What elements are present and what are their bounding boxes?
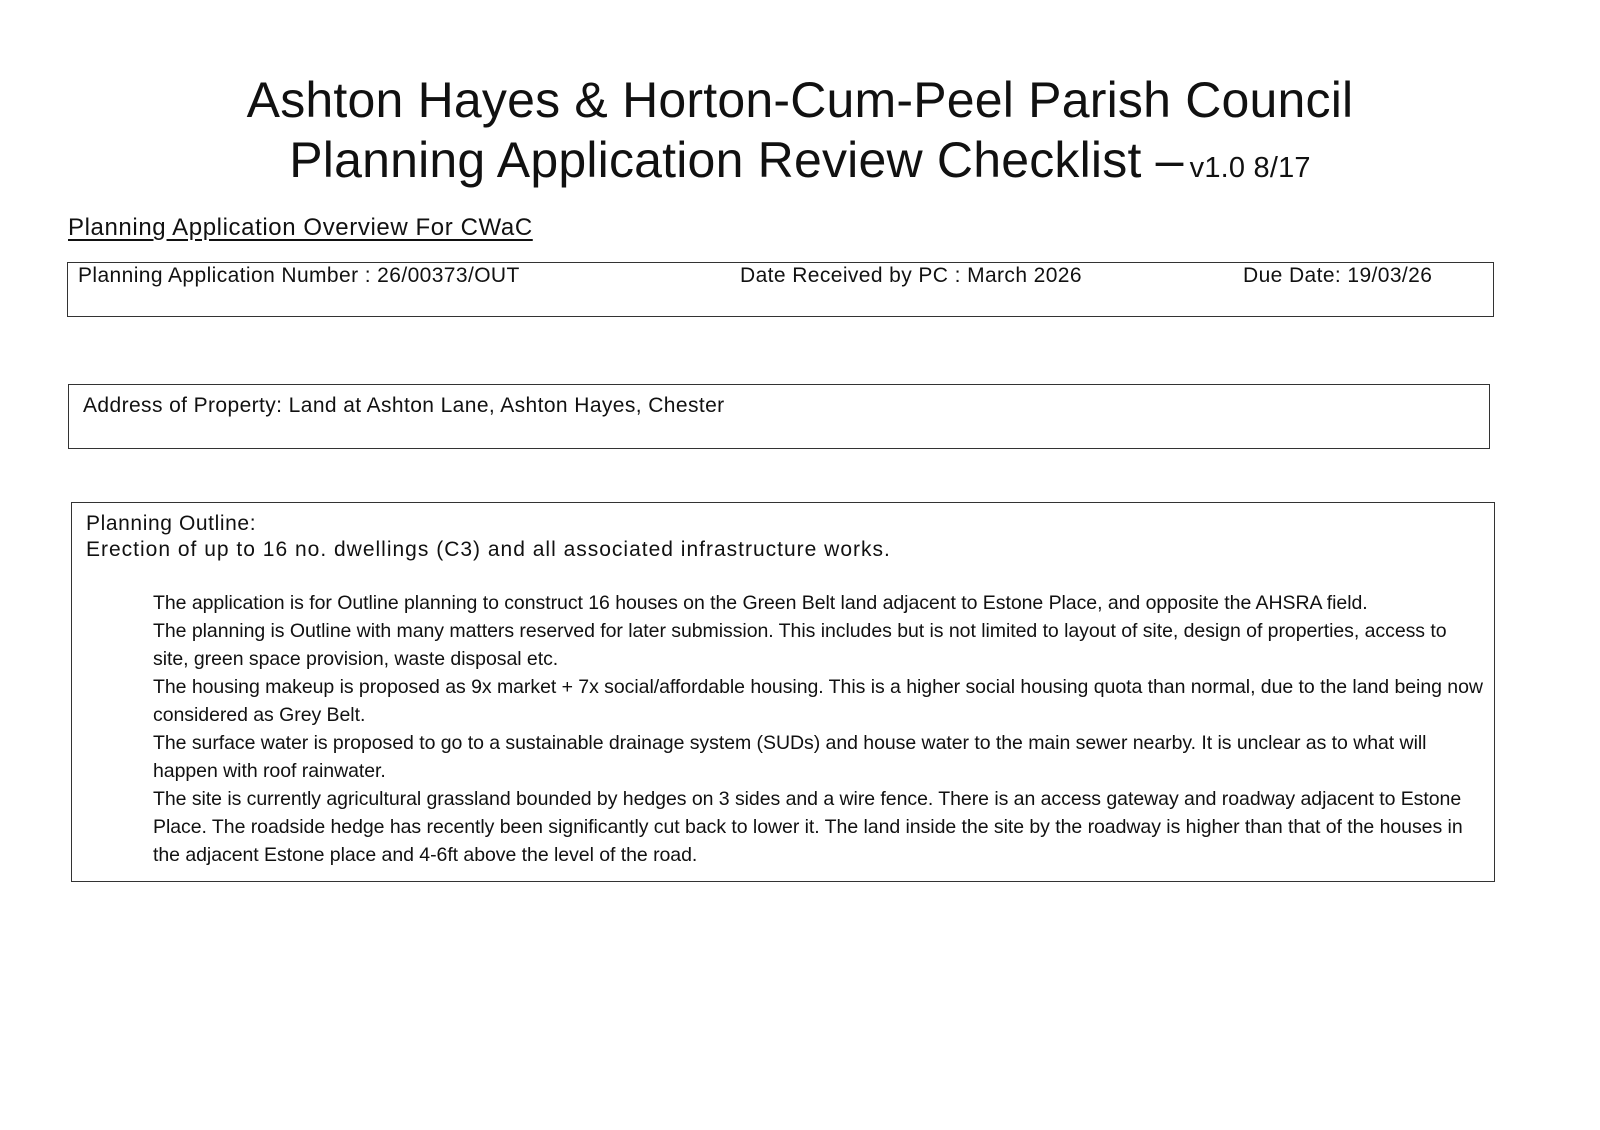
outline-paragraph: The application is for Outline planning to construct 16 houses on the Green Belt land adjacent to Estone Place, and opposite the AHSRA field. [153,592,1368,614]
outline-paragraph: The site is currently agricultural grassland bounded by hedges on 3 sides and a wire fence. There is an access gateway and roadway adjacent to Estone Place. The roadside hedge has recently been significantly cut back to lower it. The land inside the site by the roadway is higher than that of the houses in the adjacent Estone place and 4-6ft above the level of the road. [153,788,1463,866]
application-details-box [67,262,1494,317]
outline-paragraph: The surface water is proposed to go to a sustainable drainage system (SUDs) and house water to the main sewer nearby. It is unclear as to what will happen with roof rainwater. [153,732,1427,782]
outline-paragraph-list [153,589,1483,869]
application-number: Planning Application Number : 26/00373/OUT [78,264,520,287]
outline-paragraph: The housing makeup is proposed as 9x market + 7x social/affordable housing. This is a higher social housing quota than normal, due to the land being now considered as Grey Belt. [153,676,1483,726]
version-label: v1.0 8/17 [1189,152,1311,184]
planning-outline-box [71,502,1495,882]
document-title-text: Planning Application Review Checklist – [289,132,1184,188]
document-title-line2 [0,132,1600,196]
planning-outline-label: Planning Outline: [86,512,257,535]
date-received: Date Received by PC : March 2026 [740,264,1082,287]
due-date: Due Date: 19/03/26 [1243,264,1433,287]
planning-outline-summary: Erection of up to 16 no. dwellings (C3) and all associated infrastructure works. [86,538,891,561]
address-box [68,384,1490,449]
section-heading: Planning Application Overview For CWaC [68,214,533,241]
document-title-line1: Ashton Hayes & Horton-Cum-Peel Parish Council [246,72,1354,128]
property-address: Address of Property: Land at Ashton Lane, Ashton Hayes, Chester [83,394,725,417]
outline-paragraph: The planning is Outline with many matters reserved for later submission. This includes but is not limited to layout of site, design of properties, access to site, green space provision, waste disposal etc. [153,620,1447,670]
